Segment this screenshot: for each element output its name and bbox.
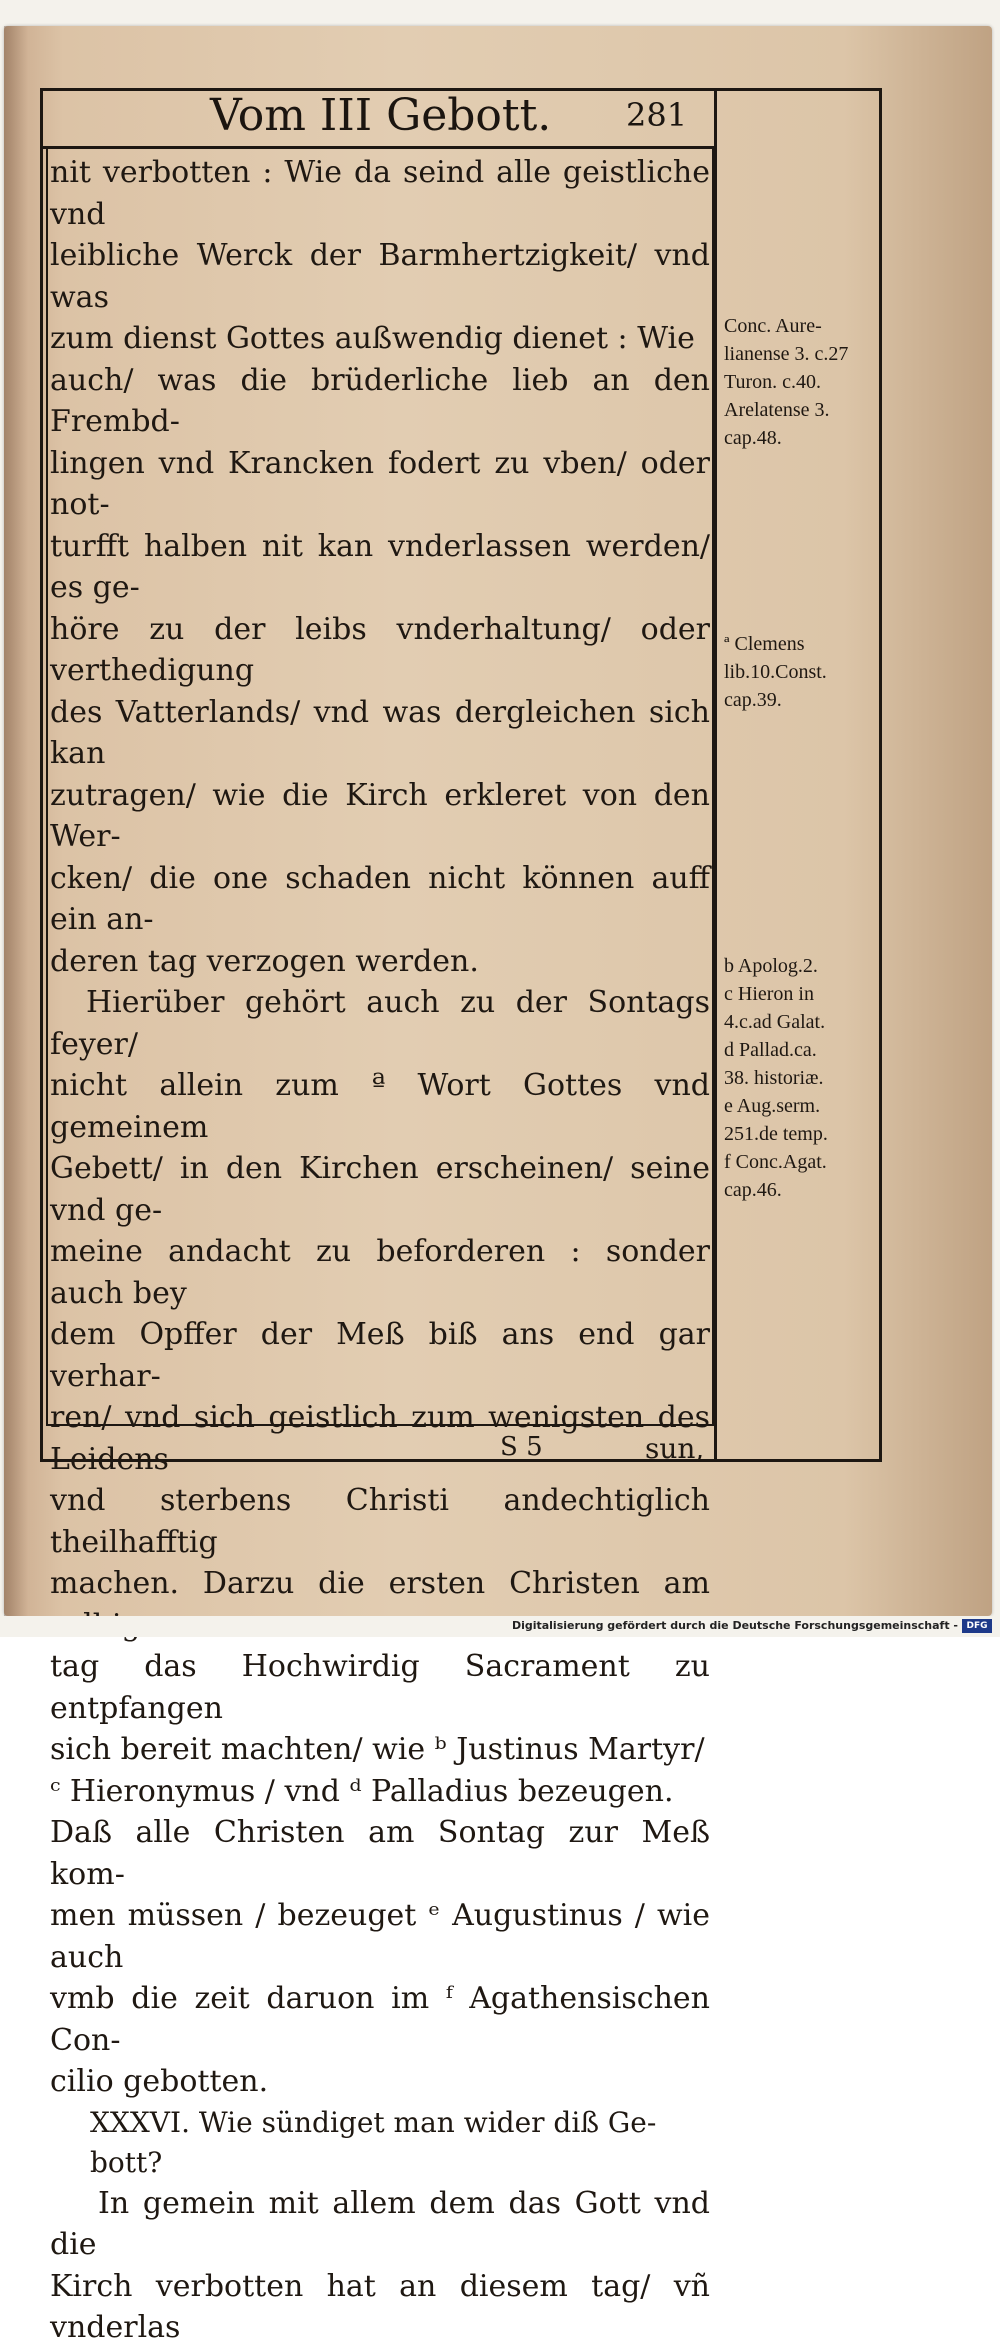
spine-shadow <box>4 26 28 1616</box>
margin-note-2: ª Clemens lib.10.Const. cap.39. <box>724 633 827 711</box>
margin-note-3: b Apolog.2. c Hieron in 4.c.ad Galat. d Pallad.ca. 38. historiæ. e Aug.serm. 251.de temp. f Conc.Agat. cap.46. <box>724 955 828 1201</box>
page-number: 281 <box>626 96 688 134</box>
catchword: sun, <box>645 1432 705 1465</box>
paragraph-1: nit verbotten : Wie da seind alle geistliche vnd leibliche Werck der Barmhertzigkeit/ vnd was zum dienst Gottes außwendig dienet : Wie auch/ was die brüderliche lieb an den Frembd- lingen vnd Krancken fodert zu vben/ oder not- turfft halben nit kan vnderlassen werden/ es ge- höre zu der leibs vnderhaltung/ oder verthedigung des Vatterlands/ vnd was dergleichen sich kan zutragen/ wie die Kirch erkleret von den Wer- cken/ die one schaden nicht können auff ein an- deren tag verzogen werden. <box>50 155 710 979</box>
paragraph-3: In gemein mit allem dem das Gott vnd die Kirch verbotten hat an diesem tag/ vñ vnderlas <box>50 2185 710 2345</box>
margin-rule <box>714 88 717 1462</box>
signature-mark: S 5 <box>500 1432 543 1462</box>
body-text <box>50 152 710 2349</box>
dfg-logo: DFG <box>962 1619 992 1633</box>
margin-note-1: Conc. Aure- lianense 3. c.27 Turon. c.40. Arelatense 3. cap.48. <box>724 315 849 449</box>
paragraph-2: Hierüber gehört auch zu der Sontags feyer/ nicht allein zum ª Wort Gottes vnd gemeinem Gebett/ in den Kirchen erscheinen/ seine vnd ge- meine andacht zu beforderen : sonder auch bey dem Opffer der Meß biß ans end gar verhar- ren/ vnd sich geistlich zum wenigsten des Leidens vnd sterbens Christi andechtiglich theilhafftig machen. Darzu die ersten Christen am tag das Hochwirdig Sacrament zu entpfangen sich bereit machten/ wie ᵇ Justinus Martyr/ ᶜ Hieronymus / vnd ᵈ Palladius bezeugen. Daß alle Christen am Sontag zur Meß kom- men müssen / bezeuget ᵉ Augustinus / wie auch vmb die zeit daruon im ᶠ Agathensischen Con- cilio gebotten. <box>50 985 710 2099</box>
question-heading: XXXVI. Wie sündiget man wider diß Ge- bott? <box>90 2105 657 2179</box>
running-head: Vom III Gebott. <box>210 90 552 141</box>
footer-credit: Digitalisierung gefördert durch die Deutsche Forschungsgemeinschaft - <box>511 1619 958 1632</box>
